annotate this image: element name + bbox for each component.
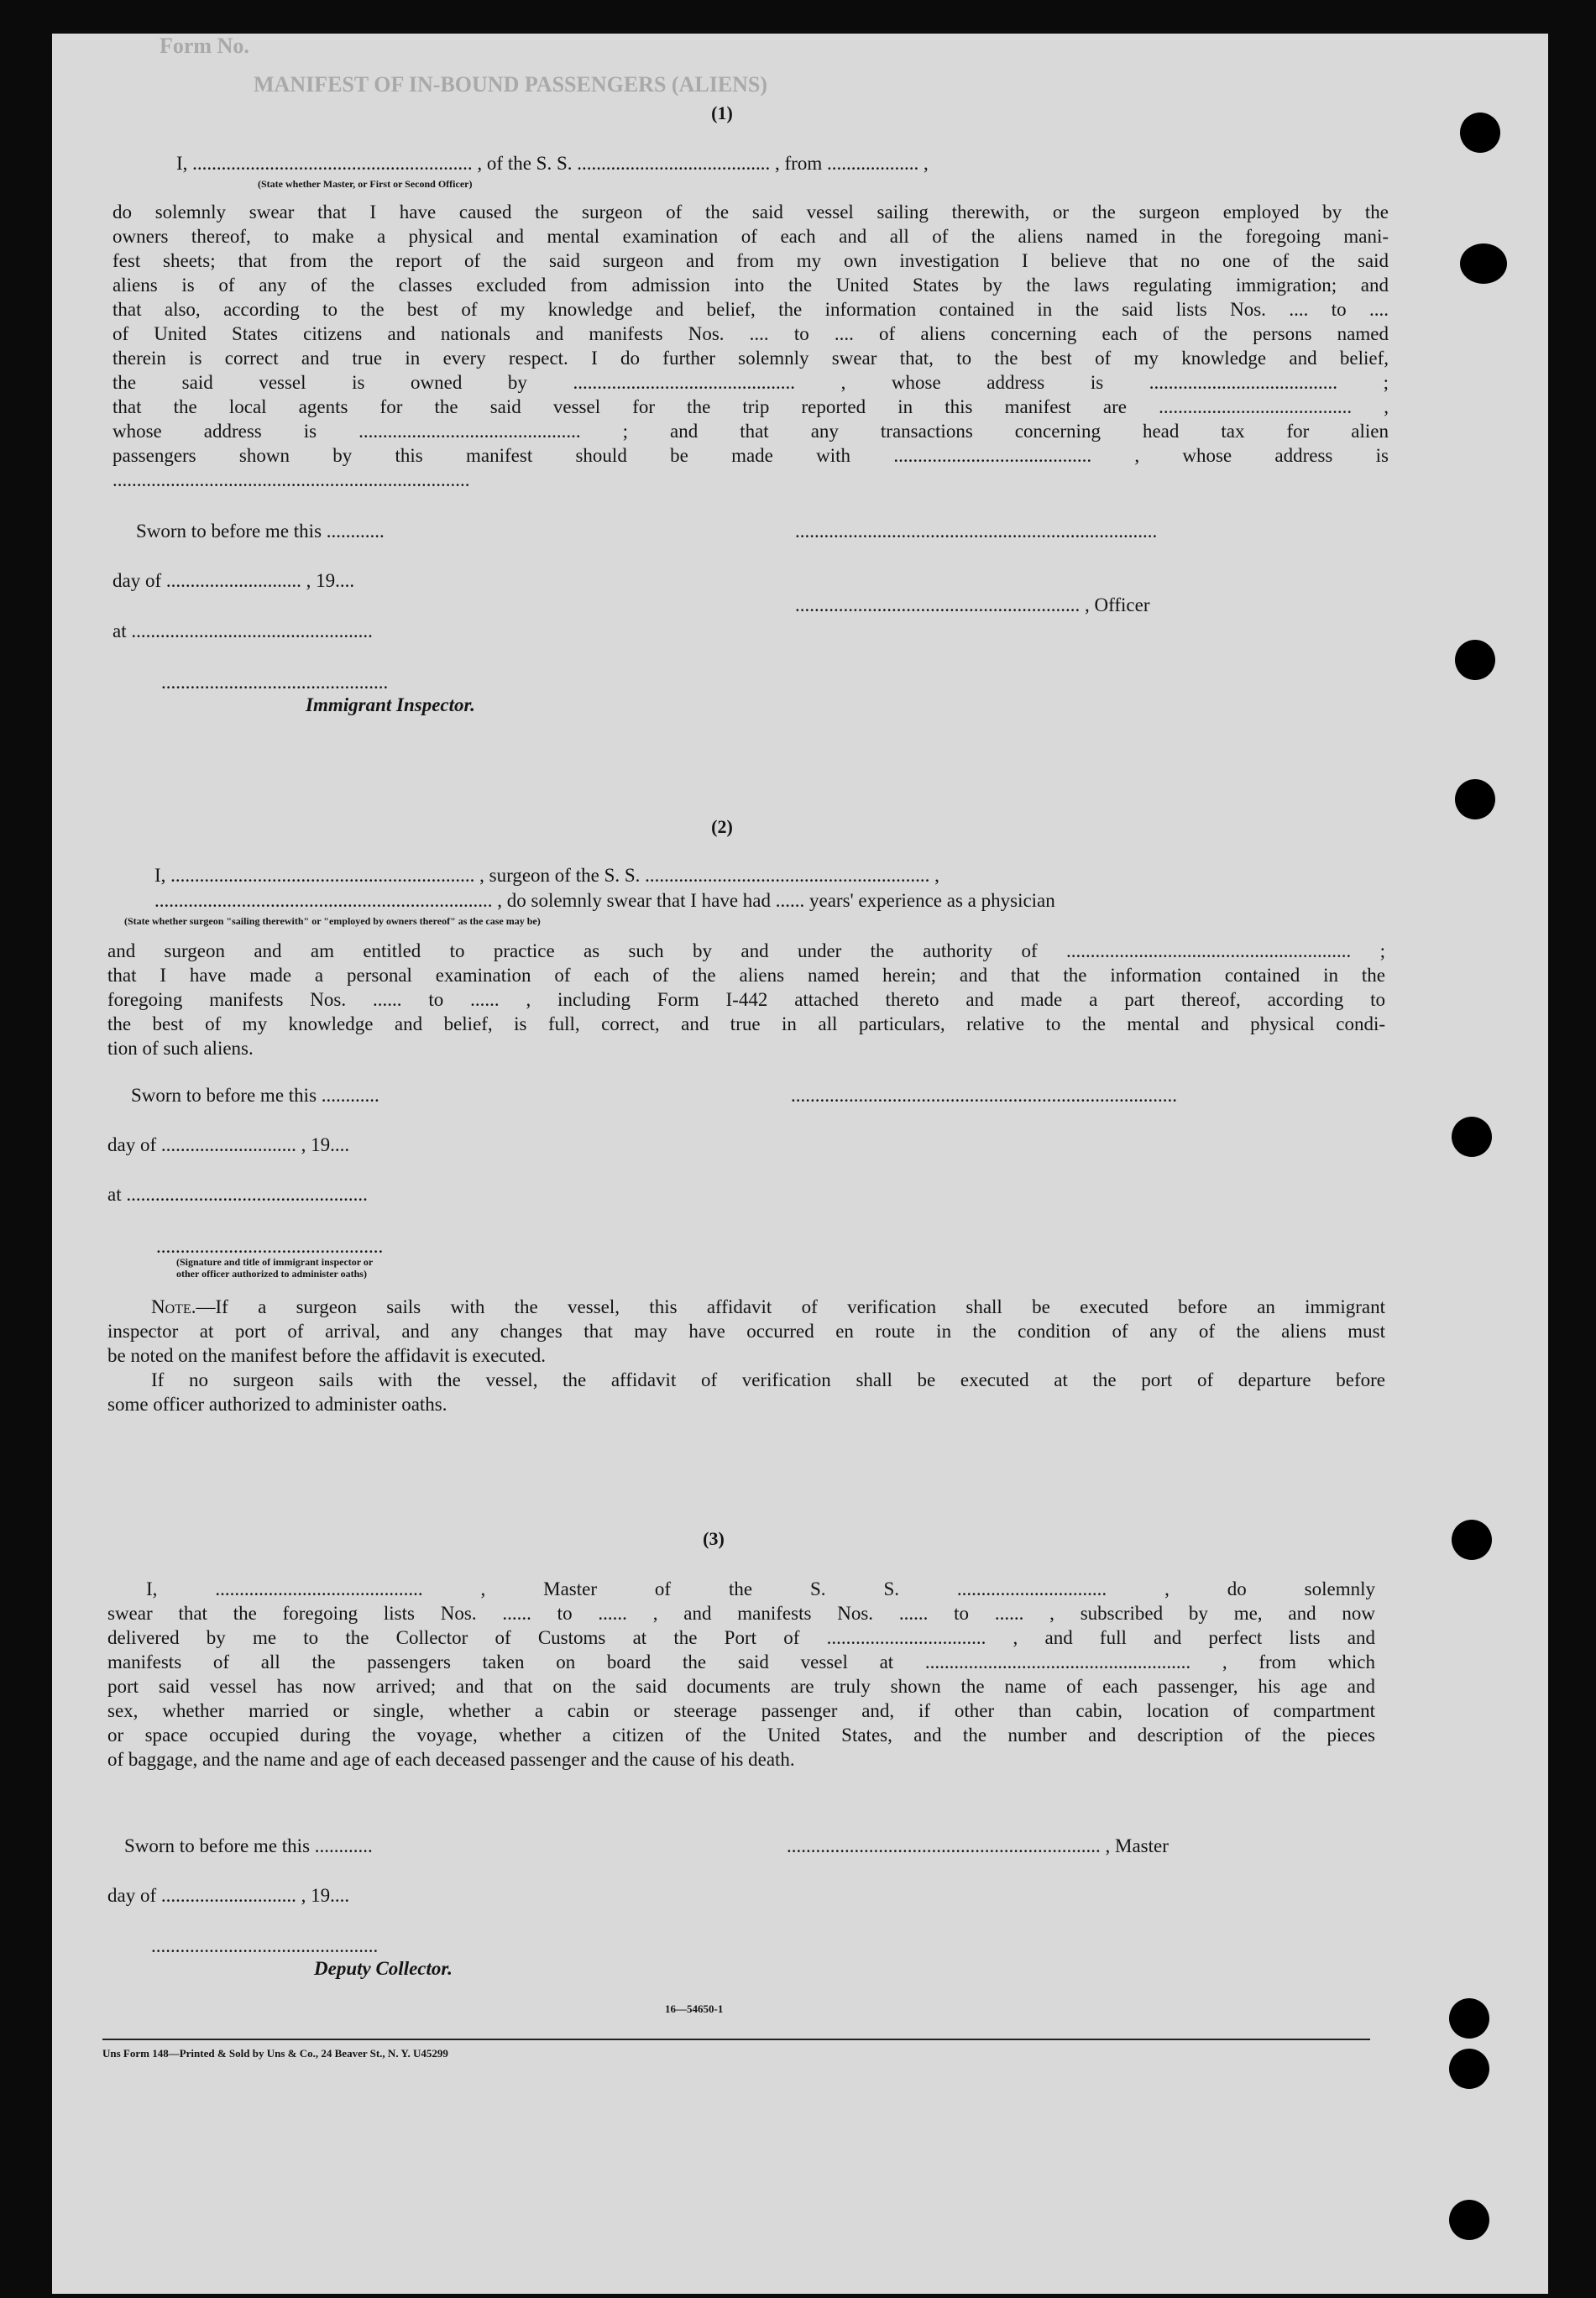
section1-line: that also, according to the best of my knowledge and belief, the information contained in the said lists Nos. .... to .... [113, 299, 1389, 320]
section1-line: .......................................................................... [113, 469, 470, 490]
punch-hole [1452, 1520, 1492, 1560]
section3-line: manifests of all the passengers taken on board the said vessel at ....................................................... , from which [107, 1652, 1375, 1672]
section2-sworn-signature: ................................................................................ [791, 1085, 1177, 1106]
punch-hole [1455, 779, 1495, 819]
note-label: Note. [151, 1296, 196, 1317]
section1-inspector-dots: ............................................... [161, 672, 389, 693]
note-line: some officer authorized to administer oaths. [107, 1394, 447, 1415]
section3-line: delivered by me to the Collector of Customs at the Port of ................................. , and full and perfect lists and [107, 1627, 1375, 1648]
footer-code: 16—54650-1 [665, 2002, 724, 2015]
section2-line1: I, ............................................................... , surgeon of the S. S. ........................................................... , [154, 865, 939, 886]
section1-inspector-label: Immigrant Inspector. [306, 694, 475, 715]
section1-sworn: Sworn to before me this ............ [136, 521, 385, 542]
punch-hole [1460, 243, 1507, 284]
section1-sworn-signature: ........................................................................... [795, 521, 1158, 542]
section1-line: passengers shown by this manifest should be made with ......................................... , whose address is [113, 445, 1389, 466]
punch-hole [1449, 2200, 1489, 2240]
punch-hole [1449, 1998, 1489, 2039]
footer-rule [102, 2039, 1370, 2040]
section3-line: I, ........................................... , Master of the S. S. ............................... , do solemnly [146, 1578, 1375, 1599]
section3-line: port said vessel has now arrived; and that on the said documents are truly shown the name of each passenger, his age and [107, 1676, 1375, 1697]
note-line: be noted on the manifest before the affidavit is executed. [107, 1345, 546, 1366]
punch-hole [1455, 640, 1495, 680]
header-form-no: Form No. [160, 34, 249, 58]
section2-line: the best of my knowledge and belief, is full, correct, and true in all particulars, relative to the mental and physical condi- [107, 1013, 1385, 1034]
section3-master-line: ................................................................. , Master [787, 1835, 1169, 1856]
section2-line2: ...................................................................... , do solemnly swear that I have had ...... years' experience as a physician [154, 890, 1055, 911]
section1-number: (1) [711, 102, 733, 123]
form-sheet [52, 34, 1548, 2294]
section3-line: or space occupied during the voyage, whether a citizen of the United States, and the number and description of the pieces [107, 1725, 1375, 1746]
section3-number: (3) [703, 1528, 725, 1549]
section2-line: foregoing manifests Nos. ...... to ...... , including Form I-442 attached thereto and made a part thereof, according to [107, 989, 1385, 1010]
section1-line: whose address is .............................................. ; and that any transactions concerning head tax for alien [113, 421, 1389, 442]
punch-hole [1449, 2049, 1489, 2089]
section3-body [107, 1577, 1375, 1772]
section2-state-note: (State whether surgeon "sailing therewith" or "employed by owners thereof" as the case may be) [124, 915, 541, 927]
section2-number: (2) [711, 816, 733, 837]
section3-collector-label: Deputy Collector. [314, 1958, 453, 1979]
section3-day-of: day of ............................ , 19.... [107, 1885, 350, 1906]
punch-hole [1460, 113, 1500, 153]
section2-sig-note-1: (Signature and title of immigrant inspector or [176, 1256, 374, 1268]
section1-line: the said vessel is owned by .............................................. , whose address is ....................................... ; [113, 372, 1389, 393]
section1-line: of United States citizens and nationals and manifests Nos. .... to .... of aliens concerning each of the persons named [113, 323, 1389, 344]
section2-day-of: day of ............................ , 19.... [107, 1134, 350, 1155]
section1-line: that the local agents for the said vessel for the trip reported in this manifest are ........................................ , [113, 396, 1389, 417]
section2-line: and surgeon and am entitled to practice as such by and under the authority of ........................................................... ; [107, 940, 1385, 961]
section1-line: therein is correct and true in every respect. I do further solemnly swear that, to the best of my knowledge and belief, [113, 348, 1389, 369]
section1-day-of: day of ............................ , 19.... [113, 570, 355, 591]
section2-sworn: Sworn to before me this ............ [131, 1085, 379, 1106]
section2-note [107, 1295, 1385, 1416]
note-line: Note.—If a surgeon sails with the vessel, this affidavit of verification shall be executed before an immigrant [151, 1296, 1385, 1317]
section1-officer-line: ........................................................... , Officer [795, 594, 1150, 615]
section1-at: at .................................................. [113, 620, 373, 641]
note-line: inspector at port of arrival, and any changes that may have occurred en route in the condition of any of the aliens must [107, 1321, 1385, 1342]
section1-body [113, 200, 1389, 492]
section3-line: of baggage, and the name and age of each deceased passenger and the cause of his death. [107, 1749, 795, 1770]
section2-line: that I have made a personal examination of each of the aliens named herein; and that the information contained in the [107, 965, 1385, 986]
section1-line: owners thereof, to make a physical and mental examination of each and all of the aliens named in the foregoing mani- [113, 226, 1389, 247]
section2-line: tion of such aliens. [107, 1038, 254, 1059]
section3-sworn: Sworn to before me this ............ [124, 1835, 373, 1856]
header-title: MANIFEST OF IN-BOUND PASSENGERS (ALIENS) [254, 72, 768, 97]
section1-line: aliens is of any of the classes excluded from admission into the United States by the laws regulating immigration; and [113, 275, 1389, 296]
section2-at: at .................................................. [107, 1184, 368, 1205]
punch-hole [1452, 1117, 1492, 1157]
section2-sig-note-2: other officer authorized to administer oaths) [176, 1268, 367, 1280]
section1-state-note: (State whether Master, or First or Second Officer) [258, 178, 473, 190]
section3-line: swear that the foregoing lists Nos. ...... to ...... , and manifests Nos. ...... to ...... , subscribed by me, and now [107, 1603, 1375, 1624]
section2-body [107, 939, 1385, 1060]
footer-imprint: Uns Form 148—Printed & Sold by Uns & Co., 24 Beaver St., N. Y. U45299 [102, 2047, 448, 2060]
section3-line: sex, whether married or single, whether a cabin or steerage passenger and, if other than cabin, location of compartment [107, 1700, 1375, 1721]
section1-line: do solemnly swear that I have caused the surgeon of the said vessel sailing therewith, or the surgeon employed by the [113, 202, 1389, 222]
section3-collector-dots: ............................................... [151, 1935, 379, 1956]
section2-sig-dots: ............................................... [156, 1236, 384, 1257]
section1-opening: I, .......................................................... , of the S. S. ........................................ , from ................... , [176, 153, 929, 174]
section1-line: fest sheets; that from the report of the said surgeon and from my own investigation I believe that no one of the said [113, 250, 1389, 271]
note-line: If no surgeon sails with the vessel, the affidavit of verification shall be executed at the port of departure before [151, 1369, 1385, 1390]
